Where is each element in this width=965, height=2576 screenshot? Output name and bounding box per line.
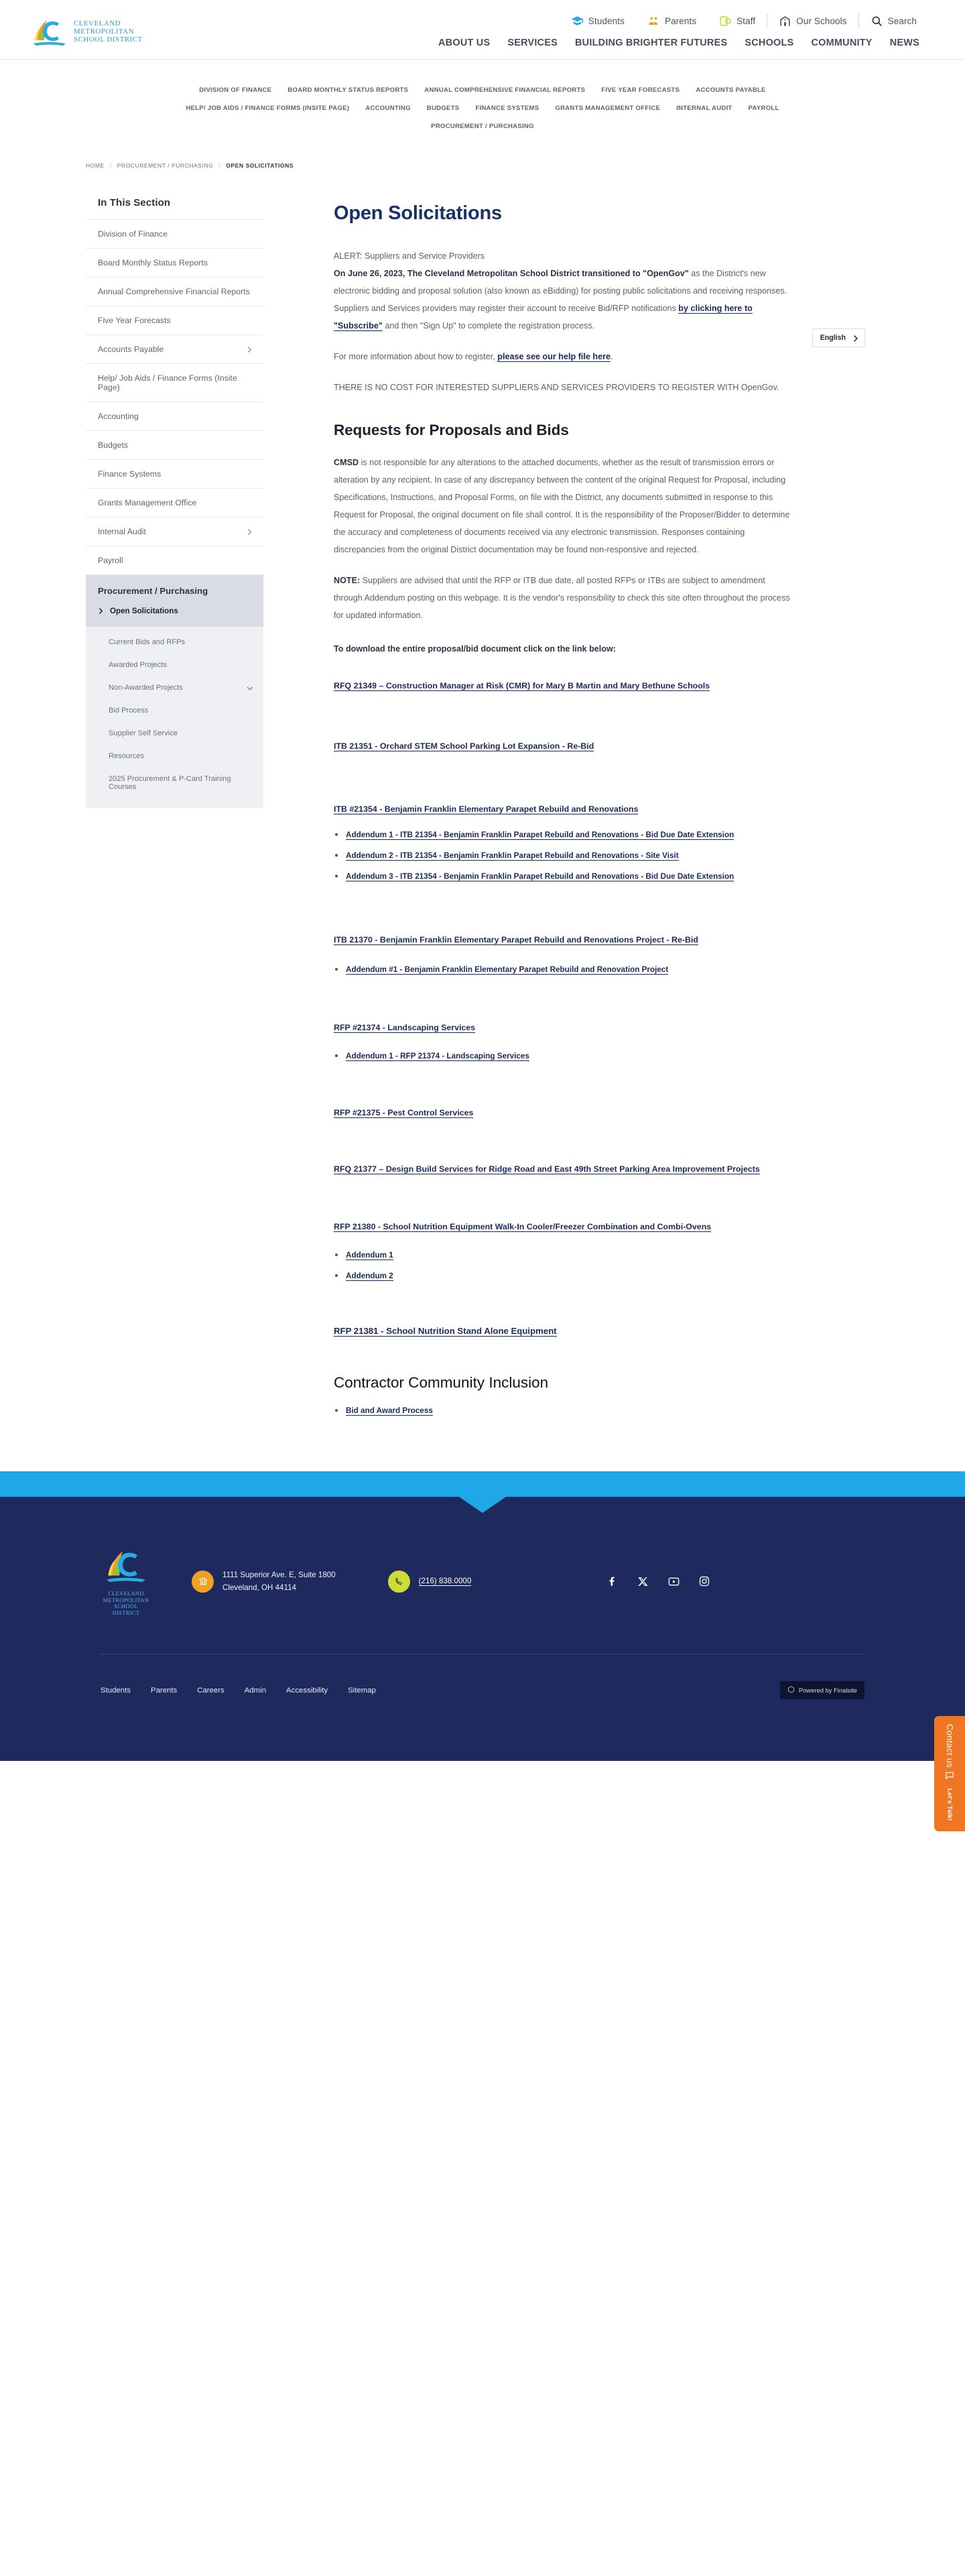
sidebar-item-payroll[interactable] (86, 546, 263, 574)
utility-link-our-schools[interactable] (767, 15, 858, 27)
addendum-link[interactable] (346, 1052, 529, 1061)
addendum-list (334, 1048, 793, 1064)
graduation-cap-icon (571, 15, 584, 27)
footer-link-sitemap[interactable]: Sitemap (348, 1686, 376, 1695)
inclusion-link-list (334, 1402, 793, 1419)
solicitation-block (334, 801, 793, 885)
logo-line-1: CLEVELAND (74, 19, 121, 28)
addendum-label: Addendum #1 - Benjamin Franklin Elementary Parapet Rebuild and Renovation Project (346, 965, 669, 974)
school-building-icon (779, 15, 791, 27)
nav-item-community[interactable]: COMMUNITY (811, 38, 873, 48)
sidebar-subitem-non-awarded-projects[interactable] (86, 676, 263, 699)
search-button[interactable] (859, 15, 928, 27)
subnav-annual-comprehensive-financial-reports[interactable]: ANNUAL COMPREHENSIVE FINANCIAL REPORTS (424, 86, 586, 94)
help-file-link[interactable]: please see our help file here (497, 352, 610, 361)
addendum-label: Addendum 2 (346, 1272, 393, 1280)
page-title: Open Solicitations (334, 202, 502, 224)
subnav-row-3 (0, 123, 965, 130)
section-title-requests: Requests for Proposals and Bids (334, 422, 569, 438)
section-title-contractor-community-inclusion: Contractor Community Inclusion (334, 1374, 549, 1391)
sidebar-item-procurement-purchasing[interactable]: Procurement / Purchasing (98, 586, 208, 596)
sidebar-subitem-label: 2025 Procurement & P-Card Training Courses (109, 775, 231, 791)
subnav-payroll[interactable]: PAYROLL (748, 105, 779, 112)
solicitation-link[interactable] (334, 1161, 793, 1177)
bid-and-award-process-link[interactable] (346, 1406, 433, 1416)
footer-phone-link[interactable]: (216) 838.0000 (418, 1577, 472, 1586)
solicitation-title: ITB 21370 - Benjamin Franklin Elementary Parapet Rebuild and Renovations Project - Re-Bid (334, 935, 698, 944)
addendum-link[interactable] (346, 872, 734, 881)
subnav-internal-audit[interactable]: INTERNAL AUDIT (676, 105, 732, 112)
parents-icon (647, 15, 660, 27)
sidebar-item-label: Open Solicitations (110, 607, 178, 615)
subscribe-link[interactable]: by clicking here to "Subscribe" (334, 304, 753, 330)
solicitation-block (334, 1161, 793, 1177)
breadcrumb (0, 130, 965, 169)
solicitation-link[interactable] (334, 1219, 793, 1235)
subnav-budgets[interactable]: BUDGETS (426, 105, 460, 112)
chevron-right-icon (247, 347, 253, 353)
addendum-link[interactable] (346, 851, 679, 861)
sidebar-item-accounts-payable[interactable] (86, 334, 263, 363)
note-text: Suppliers are advised that until the RFP or ITB due date, all posted RFPs or ITBs are subject to amendment through Addendum posting on this webpage. It is the vendor's responsibility to check this site often throughout the process for updated information. (334, 576, 790, 620)
addendum-label: Addendum 2 - ITB 21354 - Benjamin Franklin Parapet Rebuild and Renovations - Site Visit (346, 851, 679, 860)
disclaimer-bold: CMSD (334, 458, 359, 467)
footer-link-accessibility[interactable]: Accessibility (286, 1686, 328, 1695)
logo-wordmark (74, 20, 143, 44)
utility-label: Staff (736, 15, 756, 26)
sidebar-subitem-bid-process[interactable] (86, 699, 263, 722)
sidebar-item-label: Five Year Forecasts (98, 316, 171, 325)
subnav-help-job-aids[interactable]: HELP/ JOB AIDS / FINANCE FORMS (INSITE PAGE) (186, 105, 350, 112)
footer-link-parents[interactable]: Parents (150, 1686, 178, 1695)
subnav-procurement-purchasing[interactable]: PROCUREMENT / PURCHASING (431, 123, 534, 130)
footer-links (101, 1686, 376, 1695)
sidebar-subitem-supplier-self-service[interactable] (86, 722, 263, 745)
page-body (0, 169, 965, 1423)
sidebar-item-open-solicitations[interactable] (86, 604, 263, 627)
sidebar-subitem-training-courses[interactable] (86, 768, 263, 798)
sidebar-item-label: Finance Systems (98, 469, 162, 479)
solicitation-block (334, 1020, 793, 1064)
sidebar-item-label: Division of Finance (98, 229, 168, 239)
chat-bubble-icon (944, 1770, 955, 1784)
contact-tab-label: Contact us (945, 1724, 955, 1768)
sidebar-item-label: Grants Management Office (98, 498, 197, 507)
solicitation-title: RFP 21381 - School Nutrition Stand Alone Equipment (334, 1326, 557, 1336)
contact-tab-sublabel: Let's Talk! (946, 1788, 954, 1821)
sidebar-item-label: Budgets (98, 440, 129, 450)
alert-text-b: and then "Sign Up" to complete the registration process. (382, 321, 595, 330)
breadcrumb-separator: / (109, 162, 112, 169)
subnav-board-monthly-status-reports[interactable]: BOARD MONTHLY STATUS REPORTS (287, 86, 409, 94)
addendum-list (334, 961, 793, 978)
addendum-label: Addendum 1 - ITB 21354 - Benjamin Franklin Parapet Rebuild and Renovations - Bid Due Date Extension (346, 831, 734, 839)
sidebar-subitem-label: Non-Awarded Projects (109, 684, 183, 692)
footer-logo-line-1: CLEVELAND (108, 1591, 144, 1597)
sidebar-subitem-resources[interactable] (86, 745, 263, 768)
footer-main-row (0, 1546, 965, 1616)
site-logo[interactable] (32, 13, 143, 48)
solicitation-block (334, 1219, 793, 1284)
breadcrumb-current: OPEN SOLICITATIONS (226, 162, 294, 169)
footer-address (222, 1569, 336, 1594)
breadcrumb-separator: / (218, 162, 221, 169)
search-icon (871, 15, 883, 27)
no-cost-notice: THERE IS NO COST FOR INTERESTED SUPPLIERS AND SERVICES PROVIDERS TO REGISTER WITH OpenGov. (334, 383, 779, 392)
footer-link-admin[interactable]: Admin (244, 1686, 267, 1695)
footer-logo[interactable] (101, 1546, 151, 1616)
solicitation-block (334, 1323, 793, 1339)
alert-bold-lead: On June 26, 2023, The Cleveland Metropolitan School District transitioned to "OpenGov" (334, 269, 689, 278)
solicitation-link[interactable] (334, 738, 793, 754)
list-item (334, 1402, 793, 1419)
sidebar-title: In This Section (98, 197, 171, 208)
sidebar-item-label: Board Monthly Status Reports (98, 258, 208, 267)
solicitation-link[interactable] (334, 932, 793, 948)
chevron-right-icon (852, 335, 858, 341)
solicitation-title: RFQ 21377 – Design Build Services for Ridge Road and East 49th Street Parking Area Improvement Projects (334, 1164, 760, 1174)
utility-label: Search (887, 15, 917, 26)
nav-item-building-brighter-futures[interactable]: BUILDING BRIGHTER FUTURES (575, 38, 728, 48)
addendum-link[interactable] (346, 965, 668, 975)
subnav-accounts-payable[interactable]: ACCOUNTS PAYABLE (696, 86, 766, 94)
sidebar-subitem-label: Current Bids and RFPs (109, 638, 186, 646)
addendum-label: Addendum 1 - RFP 21374 - Landscaping Services (346, 1052, 529, 1060)
solicitation-title: ITB #21354 - Benjamin Franklin Elementary Parapet Rebuild and Renovations (334, 804, 639, 814)
sidebar-subitem-label: Awarded Projects (109, 661, 167, 669)
cmsd-logo-icon (104, 1577, 148, 1588)
contact-us-tab[interactable] (934, 1716, 965, 1831)
footer-phone-block (388, 1571, 472, 1593)
list-item (334, 1048, 793, 1064)
nav-item-news[interactable]: NEWS (889, 38, 919, 48)
sidebar-item-five-year-forecasts[interactable] (86, 306, 263, 334)
youtube-icon[interactable] (667, 1575, 680, 1588)
chevron-down-icon (247, 685, 253, 691)
footer-link-careers[interactable]: Careers (197, 1686, 224, 1695)
footer-logo-line-2: METROPOLITAN (103, 1597, 149, 1603)
main-content (263, 197, 846, 1423)
section-sidebar (86, 197, 263, 808)
sidebar-item-label: Help/ Job Aids / Finance Forms (Insite Page) (98, 373, 237, 392)
powered-by-finalsite-badge[interactable] (780, 1681, 864, 1699)
language-selector[interactable] (812, 328, 865, 347)
list-item (334, 1247, 793, 1264)
addendum-label: Addendum 3 - ITB 21354 - Benjamin Franklin Parapet Rebuild and Renovations - Bid Due Date Extension (346, 872, 734, 881)
map-pin-icon (192, 1571, 214, 1593)
nav-item-schools[interactable]: SCHOOLS (745, 38, 794, 48)
solicitation-link[interactable] (334, 1020, 793, 1036)
footer-link-students[interactable]: Students (101, 1686, 131, 1695)
sidebar-item-label: Annual Comprehensive Financial Reports (98, 287, 250, 296)
solicitation-block (334, 738, 793, 754)
list-item (334, 826, 793, 843)
subnav-finance-systems[interactable]: FINANCE SYSTEMS (475, 105, 539, 112)
sidebar-item-annual-comprehensive-financial-reports[interactable] (86, 277, 263, 306)
solicitation-block (334, 678, 793, 694)
nav-item-about-us[interactable]: ABOUT US (438, 38, 491, 48)
breadcrumb-home[interactable]: HOME (86, 162, 105, 169)
register-text-post: . (610, 352, 613, 361)
sidebar-subitem-label: Bid Process (109, 707, 149, 715)
footer-address-line-1: 1111 Superior Ave. E, Suite 1800 (222, 1571, 336, 1580)
solicitation-title: RFP #21375 - Pest Control Services (334, 1108, 474, 1117)
sidebar-item-finance-systems[interactable] (86, 459, 263, 488)
chevron-right-icon (98, 608, 104, 614)
language-label: English (820, 334, 846, 342)
utility-link-staff[interactable] (708, 15, 767, 27)
subnav-division-of-finance[interactable]: DIVISION OF FINANCE (199, 86, 272, 94)
subnav-grants-management-office[interactable]: GRANTS MANAGEMENT OFFICE (555, 105, 661, 112)
logo-line-3: SCHOOL DISTRICT (74, 35, 143, 44)
list-item (334, 1268, 793, 1284)
sidebar-item-label: Accounts Payable (98, 345, 164, 354)
sidebar-subitem-label: Resources (109, 752, 145, 760)
solicitation-link[interactable] (334, 678, 793, 694)
sidebar-subitem-label: Supplier Self Service (109, 729, 178, 737)
solicitation-title: ITB 21351 - Orchard STEM School Parking Lot Expansion - Re-Bid (334, 741, 594, 751)
instagram-icon[interactable] (698, 1575, 711, 1588)
note-bold: NOTE: (334, 576, 361, 585)
inclusion-label: Bid and Award Process (346, 1406, 433, 1415)
addendum-label: Addendum 1 (346, 1251, 393, 1260)
addendum-link[interactable] (346, 1251, 393, 1260)
solicitation-block (334, 932, 793, 978)
solicitation-link[interactable] (334, 1323, 793, 1339)
finalsite-logo-icon (787, 1686, 795, 1695)
addendum-list (334, 1247, 793, 1284)
disclaimer-paragraph (334, 454, 793, 558)
staff-badge-icon (719, 15, 732, 27)
subnav-row-2 (0, 105, 965, 112)
solicitation-title: RFQ 21349 – Construction Manager at Risk (CMR) for Mary B Martin and Mary Bethune Schools (334, 681, 710, 690)
footer-address-line-2: Cleveland, OH 44114 (222, 1583, 296, 1593)
footer-bottom-row (0, 1654, 965, 1761)
note-paragraph (334, 572, 793, 624)
footer-social-links (605, 1575, 711, 1588)
footer-accent-strip (0, 1471, 965, 1497)
subnav-accounting[interactable]: ACCOUNTING (365, 105, 411, 112)
nav-item-services[interactable]: SERVICES (507, 38, 558, 48)
footer-logo-wordmark (101, 1591, 151, 1616)
phone-icon (388, 1571, 410, 1593)
solicitation-title: RFP 21380 - School Nutrition Equipment Walk-In Cooler/Freezer Combination and Combi-Ovens (334, 1222, 712, 1231)
alert-text-a: as the District's new electronic bidding and proposal solution (also known as eBidding) for posting public solicitations and receiving responses. Suppliers and Services providers may register their account to receive Bid/RFP notifications (334, 269, 787, 313)
utility-label: Our Schools (796, 15, 847, 26)
sidebar-item-board-monthly-status-reports[interactable] (86, 248, 263, 277)
sidebar-subitem-current-bids-and-rfps[interactable] (86, 631, 263, 654)
sidebar-item-label: Accounting (98, 412, 139, 421)
list-item (334, 868, 793, 885)
utility-links (560, 13, 928, 28)
sidebar-item-help-job-aids[interactable] (86, 363, 263, 402)
solicitation-block (334, 1105, 793, 1121)
disclaimer-text: is not responsible for any alterations to the attached documents, whether as the result of transmission errors or alteration by any recipient. In case of any discrepancy between the content of the original Request for Proposal, including Specifications, Instructions, and Proposal Forms, on file with the District, any documents submitted in response to this Request for Proposal, the original document on file shall control. It is the responsibility of the Proposer/Bidder to determine the accuracy and completeness of documents received via any electronic transmission. Responses containing discrepancies from the original District documentation may be found non-responsive and rejected. (334, 458, 790, 554)
logo-line-2: METROPOLITAN (74, 27, 135, 36)
primary-nav-links (430, 38, 928, 48)
alert-paragraph-1 (334, 265, 793, 334)
chevron-right-icon (247, 529, 253, 535)
list-item (334, 961, 793, 978)
breadcrumb-procurement[interactable]: PROCUREMENT / PURCHASING (117, 162, 214, 169)
utility-label: Parents (664, 15, 697, 26)
footer-logo-line-3: SCHOOL DISTRICT (112, 1603, 140, 1616)
addendum-link[interactable] (346, 1272, 393, 1281)
sidebar-item-internal-audit[interactable] (86, 517, 263, 546)
site-footer (0, 1497, 965, 1761)
footer-address-block (192, 1569, 336, 1594)
sidebar-item-grants-management-office[interactable] (86, 488, 263, 517)
sidebar-active-section (86, 574, 263, 627)
register-text-pre: For more information about how to register, (334, 352, 498, 361)
alert-label: ALERT: Suppliers and Service Providers (334, 251, 485, 261)
subnav-row-1 (0, 86, 965, 94)
sidebar-item-label: Payroll (98, 556, 123, 565)
sidebar-item-accounting[interactable] (86, 402, 263, 430)
solicitation-title: RFP #21374 - Landscaping Services (334, 1023, 476, 1032)
addendum-link[interactable] (346, 831, 734, 840)
utility-label: Students (588, 15, 625, 26)
utility-link-parents[interactable] (636, 15, 708, 27)
download-instruction-text: To download the entire proposal/bid document click on the link below: (334, 644, 616, 654)
sidebar-item-division-of-finance[interactable] (86, 219, 263, 248)
sidebar-item-label: Internal Audit (98, 527, 146, 536)
sidebar-subitems (86, 627, 263, 808)
footer-notch-shape (457, 1495, 508, 1513)
solicitation-link[interactable] (334, 1105, 793, 1121)
cmsd-logo-icon (32, 16, 67, 48)
section-subnav (0, 60, 965, 130)
facebook-icon[interactable] (605, 1575, 619, 1588)
list-item (334, 847, 793, 864)
addendum-list (334, 826, 793, 885)
utility-link-students[interactable] (560, 15, 636, 27)
x-twitter-icon[interactable] (636, 1575, 649, 1588)
solicitation-link[interactable] (334, 801, 793, 817)
download-instruction (334, 640, 793, 658)
alert-paragraph-2 (334, 348, 793, 365)
sidebar-subitem-awarded-projects[interactable] (86, 654, 263, 676)
powered-by-label: Powered by Finalsite (798, 1686, 857, 1695)
subnav-five-year-forecasts[interactable]: FIVE YEAR FORECASTS (601, 86, 680, 94)
sidebar-item-budgets[interactable] (86, 430, 263, 459)
